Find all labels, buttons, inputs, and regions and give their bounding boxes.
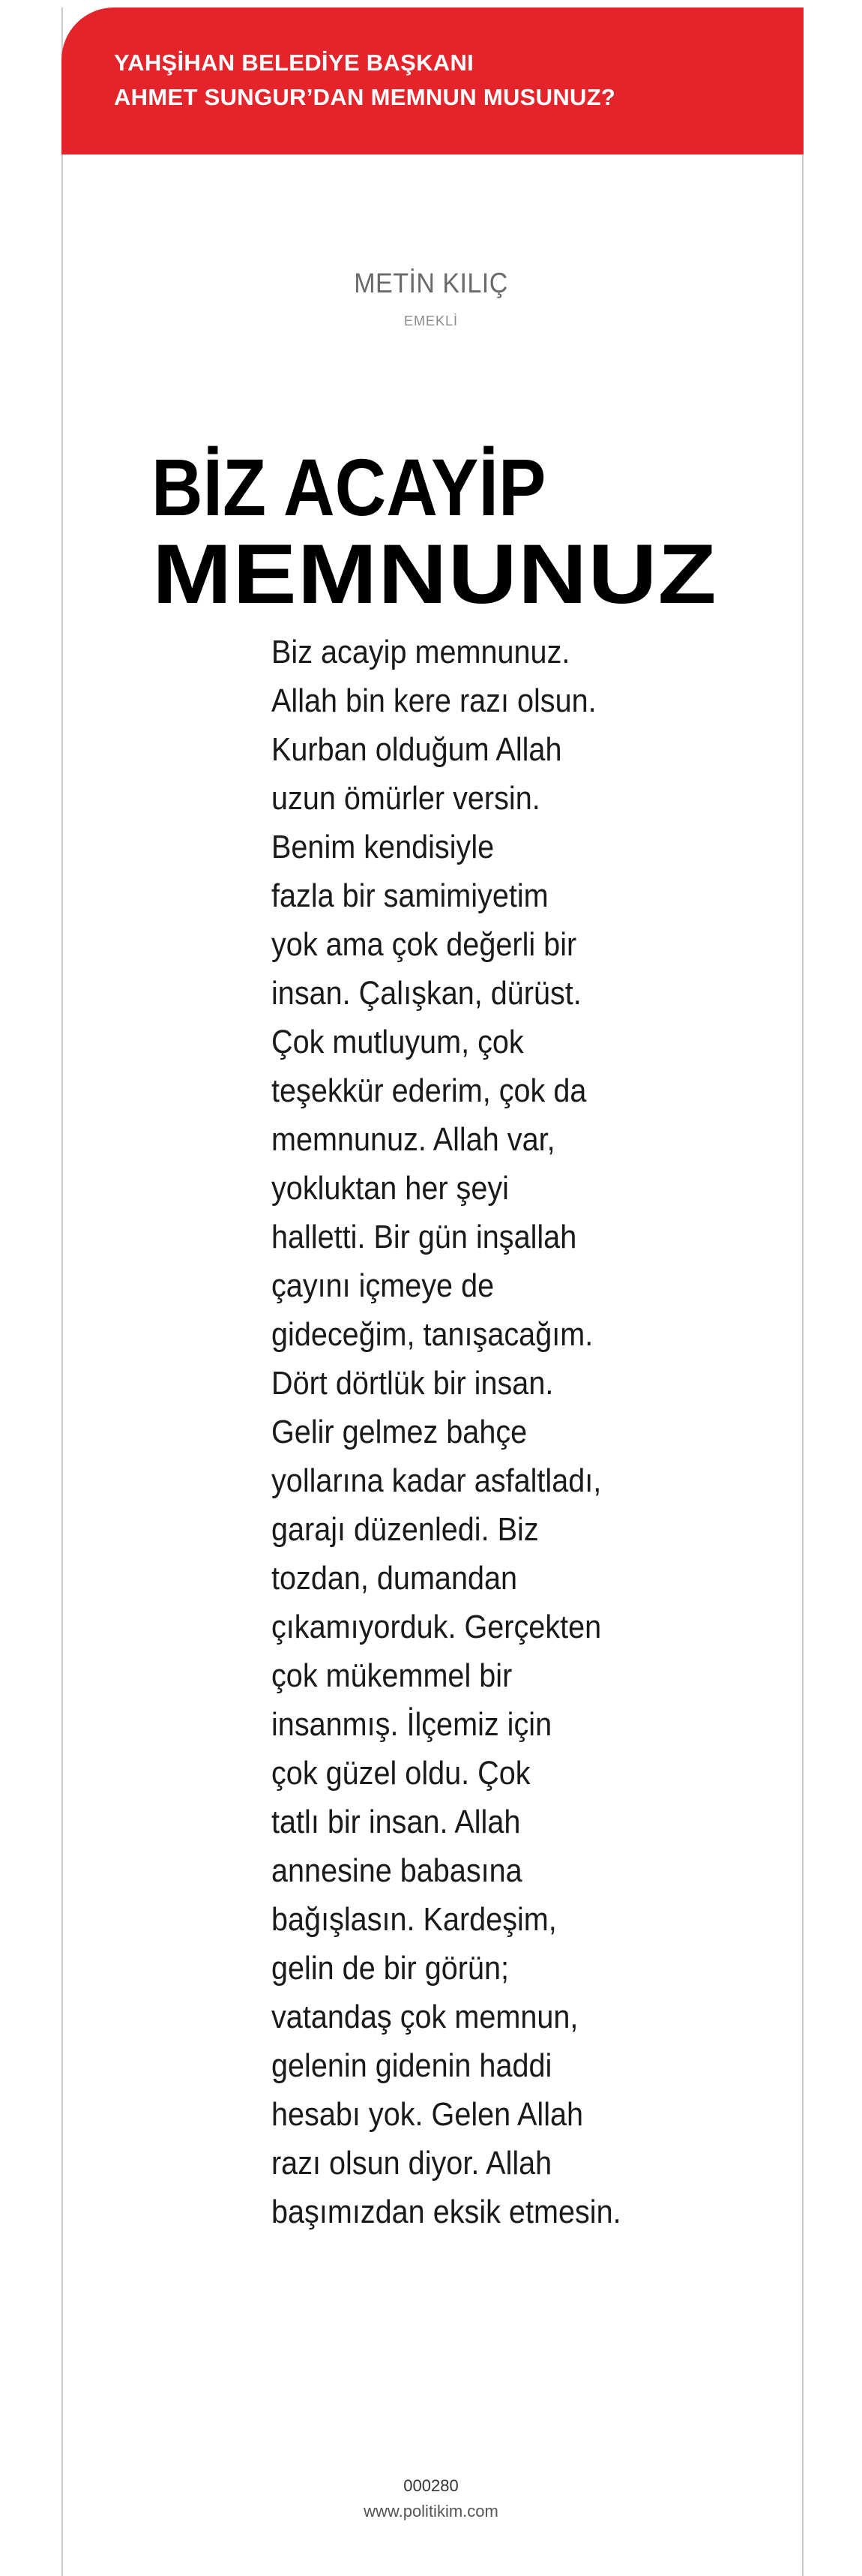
quote-line: yollarına kadar asfaltladı, [271,1462,602,1499]
quote-line: tatlı bir insan. Allah [271,1804,521,1840]
headline-line-2: MEMNUNUZ [152,527,717,621]
quote-line: çayını içmeye de [271,1267,495,1304]
quote-line: insan. Çalışkan, dürüst. [271,975,582,1012]
quote-line: tozdan, dumandan [271,1560,518,1597]
quote-line: memnunuz. Allah var, [271,1121,555,1158]
footer-website: www.politikim.com [364,2502,498,2521]
question-banner [61,7,804,154]
quote-line: gelenin gidenin haddi [271,2047,552,2084]
quote-line: Allah bin kere razı olsun. [271,682,597,719]
quote-line: hesabı yok. Gelen Allah [271,2096,584,2133]
quote-line: çok mükemmel bir [271,1657,513,1694]
quote-line: annesine babasına [271,1852,522,1889]
headline-line-1: BİZ ACAYİP [151,442,546,532]
quote-line: Çok mutluyum, çok [271,1024,524,1060]
quote-line: insanmış. İlçemiz için [271,1706,552,1743]
quote-line: bağışlasın. Kardeşim, [271,1901,557,1938]
quote-line: Benim kendisiyle [271,829,495,865]
quote-line: vatandaş çok memnun, [271,1999,579,2035]
quote-line: çıkamıyorduk. Gerçekten [271,1609,602,1645]
banner-line-2: AHMET SUNGUR’DAN MEMNUN MUSUNUZ? [114,84,616,110]
quote-line: Gelir gelmez bahçe [271,1414,528,1450]
quote-line: yok ama çok değerli bir [271,926,577,963]
quote-line: Biz acayip memnunuz. [271,634,570,670]
quote-line: Kurban olduğum Allah [271,731,562,768]
author-name: METİN KILIÇ [354,268,508,298]
quote-line: halletti. Bir gün inşallah [271,1219,577,1255]
quote-line: garajı düzenledi. Biz [271,1511,539,1548]
footer-code: 000280 [403,2476,459,2495]
author-occupation: EMEKLİ [403,313,459,328]
quote-line: teşekkür ederim, çok da [271,1072,587,1109]
quote-body [271,628,660,2236]
quote-line: başımızdan eksik etmesin. [271,2194,621,2230]
quote-line: çok güzel oldu. Çok [271,1755,531,1792]
quote-line: yokluktan her şeyi [271,1170,509,1207]
quote-line: gideceğim, tanışacağım. [271,1316,594,1353]
quote-line: fazla bir samimiyetim [271,877,549,914]
quote-line: razı olsun diyor. Allah [271,2145,552,2182]
quote-line: uzun ömürler versin. [271,780,540,817]
banner-line-1: YAHŞİHAN BELEDİYE BAŞKANI [114,49,474,76]
quote-line: Dört dörtlük bir insan. [271,1365,554,1402]
quote-line: gelin de bir görün; [271,1950,510,1987]
